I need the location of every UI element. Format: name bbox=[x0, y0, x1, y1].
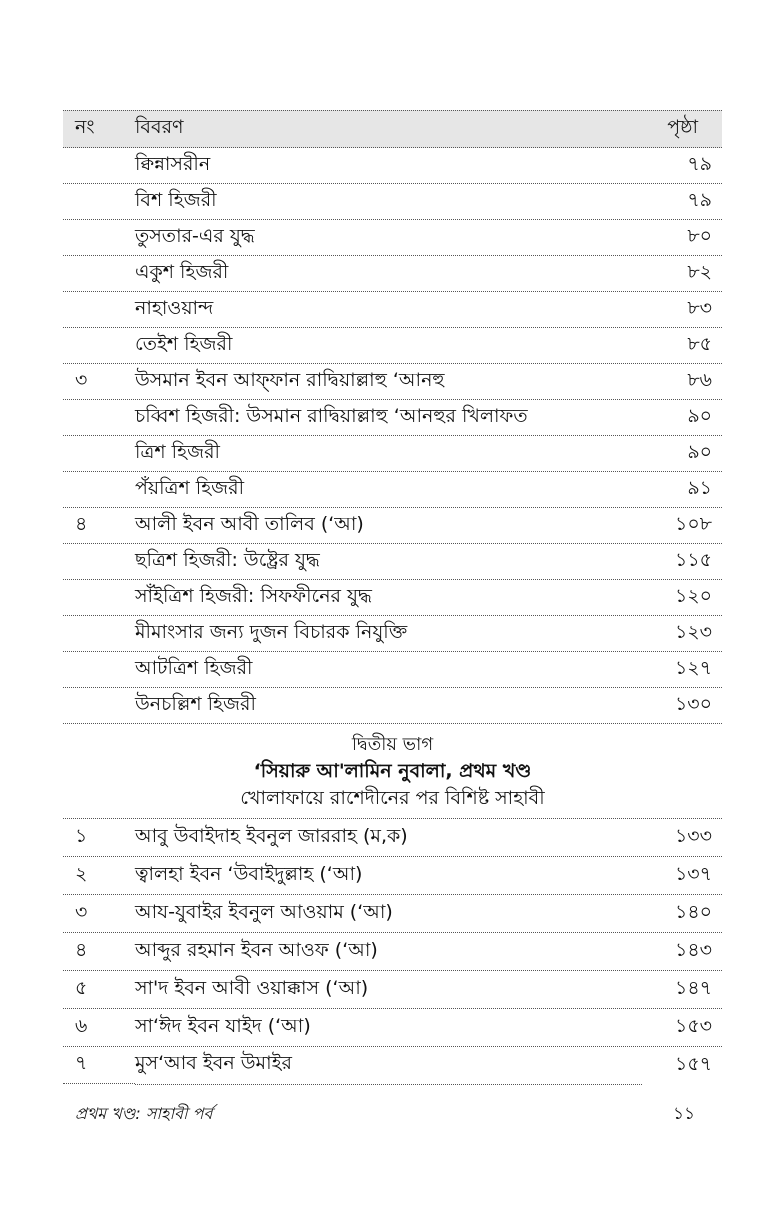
header-description: বিবরণ bbox=[135, 116, 184, 138]
entry-description: ক্বিন্নাসরীন bbox=[135, 152, 211, 175]
toc-row[interactable] bbox=[63, 895, 722, 933]
entry-description: মীমাংসার জন্য দুজন বিচারক নিযুক্তি bbox=[135, 620, 408, 643]
book-title: ‘সিয়ারু আ'লামিন নুবালা, প্রথম খণ্ড bbox=[253, 760, 532, 782]
part-heading bbox=[63, 732, 722, 812]
entry-number: ৩ bbox=[75, 900, 88, 923]
toc-row[interactable] bbox=[63, 184, 722, 220]
running-title: প্রথম খণ্ড: সাহাবী পর্ব bbox=[75, 1104, 213, 1123]
toc-row[interactable] bbox=[63, 256, 722, 292]
entry-description: একুশ হিজরী bbox=[135, 260, 229, 283]
entry-page: ১৪৭ bbox=[674, 976, 712, 999]
entry-page: ৯০ bbox=[687, 440, 712, 463]
entry-page: ৮৫ bbox=[687, 332, 712, 355]
toc-section-1 bbox=[63, 148, 722, 724]
entry-number: ১ bbox=[75, 824, 88, 847]
entry-page: ৮৬ bbox=[687, 368, 712, 391]
entry-page: ১২০ bbox=[674, 584, 712, 607]
toc-row[interactable] bbox=[63, 292, 722, 328]
toc-row[interactable] bbox=[63, 364, 722, 400]
entry-description: আব্দুর রহমান ইবন আওফ (‘আ) bbox=[135, 938, 378, 961]
entry-page: ১৪০ bbox=[674, 900, 712, 923]
toc-row[interactable] bbox=[63, 400, 722, 436]
entry-description: ছত্রিশ হিজরী: উষ্ট্রের যুদ্ধ bbox=[135, 548, 320, 571]
entry-description: তেইশ হিজরী bbox=[135, 332, 233, 355]
entry-description: পঁয়ত্রিশ হিজরী bbox=[135, 476, 245, 499]
toc-row[interactable] bbox=[63, 971, 722, 1009]
entry-description: উনচল্লিশ হিজরী bbox=[135, 692, 256, 715]
entry-number: ৪ bbox=[75, 938, 88, 961]
entry-description: আটত্রিশ হিজরী bbox=[135, 656, 253, 679]
entry-page: ৯১ bbox=[687, 476, 712, 499]
toc-row[interactable] bbox=[63, 819, 722, 857]
entry-page: ৮২ bbox=[687, 260, 712, 283]
entry-description: আবু উবাইদাহ ইবনুল জাররাহ (ম,ক) bbox=[135, 824, 408, 847]
entry-description: উসমান ইবন আফ্ফান রাদ্বিয়াল্লাহু ‘আনহু bbox=[135, 368, 445, 391]
entry-description: সা'দ ইবন আবী ওয়াক্কাস (‘আ) bbox=[135, 976, 369, 999]
entry-page: ১২৭ bbox=[674, 656, 712, 679]
entry-number: ৪ bbox=[75, 512, 88, 535]
page-number: ১১ bbox=[672, 1104, 695, 1124]
part-label: দ্বিতীয় ভাগ bbox=[351, 734, 434, 755]
toc-row[interactable] bbox=[63, 508, 722, 544]
toc-row[interactable] bbox=[63, 328, 722, 364]
toc-row[interactable] bbox=[63, 857, 722, 895]
entry-page: ১০৮ bbox=[674, 512, 712, 535]
header-page: পৃষ্ঠা bbox=[667, 116, 698, 138]
toc-row[interactable] bbox=[63, 148, 722, 184]
toc-row[interactable] bbox=[63, 220, 722, 256]
toc-row[interactable] bbox=[63, 580, 722, 616]
entry-page: ১১৫ bbox=[675, 548, 712, 571]
header-number: নং bbox=[75, 116, 95, 138]
toc-row[interactable] bbox=[63, 616, 722, 652]
entry-description: সাঁইত্রিশ হিজরী: সিফফীনের যুদ্ধ bbox=[135, 584, 372, 607]
entry-page: ৮০ bbox=[687, 224, 712, 247]
toc-header-row bbox=[63, 110, 722, 148]
toc-row[interactable] bbox=[63, 1047, 722, 1084]
entry-description: তুসতার-এর যুদ্ধ bbox=[135, 224, 255, 247]
toc-row[interactable] bbox=[63, 652, 722, 688]
entry-number: ২ bbox=[75, 862, 88, 885]
toc-row[interactable] bbox=[63, 1009, 722, 1047]
entry-description: আলী ইবন আবী তালিব (‘আ) bbox=[135, 512, 364, 535]
toc-row[interactable] bbox=[63, 436, 722, 472]
entry-description: ত্বালহা ইবন ‘উবাইদুল্লাহ (‘আ) bbox=[135, 862, 363, 885]
entry-description: চব্বিশ হিজরী: উসমান রাদ্বিয়াল্লাহু ‘আনহুর খিলাফত bbox=[135, 404, 528, 427]
entry-page: ১৩৭ bbox=[674, 862, 712, 885]
entry-description: সা‘ঈদ ইবন যাইদ (‘আ) bbox=[135, 1014, 311, 1037]
entry-description: মুস‘আব ইবন উমাইর bbox=[135, 1047, 642, 1085]
entry-page: ১৫৭ bbox=[674, 1052, 712, 1075]
entry-number: ৩ bbox=[75, 368, 88, 391]
entry-page: ১৩০ bbox=[674, 692, 712, 715]
entry-description: নাহাওয়ান্দ bbox=[135, 296, 214, 319]
entry-description: আয-যুবাইর ইবনুল আওয়াম (‘আ) bbox=[135, 900, 393, 923]
entry-number: ৬ bbox=[75, 1014, 88, 1037]
entry-page: ৮৩ bbox=[687, 296, 712, 319]
entry-page: ১৪৩ bbox=[674, 938, 712, 961]
entry-page: ১৩৩ bbox=[674, 824, 712, 847]
toc-row[interactable] bbox=[63, 933, 722, 971]
entry-description: ত্রিশ হিজরী bbox=[135, 440, 220, 463]
part-subtitle: খোলাফায়ে রাশেদীনের পর বিশিষ্ট সাহাবী bbox=[240, 787, 545, 809]
entry-number: ৫ bbox=[75, 976, 88, 999]
entry-number: ৭ bbox=[63, 1047, 135, 1084]
toc-section-2 bbox=[63, 818, 722, 1084]
entry-page: ৯০ bbox=[687, 404, 712, 427]
entry-page: ৭৯ bbox=[687, 152, 712, 175]
page-footer bbox=[75, 1101, 695, 1129]
toc-row[interactable] bbox=[63, 688, 722, 724]
table-of-contents bbox=[63, 110, 722, 1084]
entry-page: ১৫৩ bbox=[674, 1014, 712, 1037]
entry-page: ১২৩ bbox=[674, 620, 712, 643]
entry-description: বিশ হিজরী bbox=[135, 188, 217, 211]
toc-row[interactable] bbox=[63, 472, 722, 508]
entry-page: ৭৯ bbox=[687, 188, 712, 211]
toc-row[interactable] bbox=[63, 544, 722, 580]
